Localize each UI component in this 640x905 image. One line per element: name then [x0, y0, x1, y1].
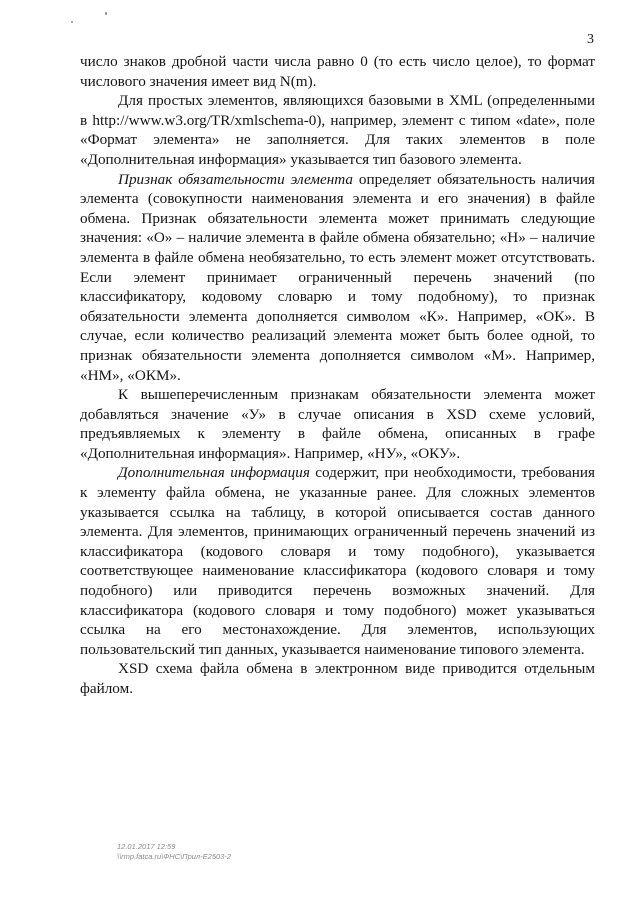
paragraph: число знаков дробной части числа равно 0 (то есть число целое), то формат числового значения имеет вид N(m).: [80, 53, 595, 90]
paragraph: [80, 463, 595, 659]
print-footer: [117, 842, 231, 862]
document-body: [80, 52, 595, 699]
scan-speck: [105, 12, 107, 15]
page-number: 3: [587, 32, 594, 47]
paragraph: Для простых элементов, являющихся базовыми в XML (определенными в http://www.w3.org/TR/xmlschema-0), например, элемент с типом «date», поле «Формат элемента» не заполняется. Для таких элементов в поле «Дополнительная информация» указывается тип базового элемента.: [80, 92, 595, 168]
print-timestamp: 12.01.2017 12:59: [117, 842, 176, 851]
paragraph: [80, 170, 595, 386]
print-file-path: \\rmp.fatca.ru\ФНС\Прил-Е2503-2: [117, 852, 232, 861]
paragraph: XSD схема файла обмена в электронном виде приводится отдельным файлом.: [80, 660, 595, 697]
paragraph-text: определяет обязательность наличия элемента (совокупности наименования элемента и его значения) в файле обмена. Признак обязательности элемента может принимать следующие значения: «О» – наличие элемента в файле обмена обязательно; «Н» – наличие элемента в файле обмена необязательно, то есть элемент может отсутствовать. Если элемент принимает ограниченный перечень значений (по классификатору, кодовому словарю и тому подобному), то признак обязательности элемента дополняется символом «К». Например, «ОК». В случае, если количество реализаций элемента может быть более одной, то признак обязательности элемента дополняется символом «М». Например, «НМ», «ОКМ».: [80, 170, 595, 384]
paragraph-text: содержит, при необходимости, требования к элементу файла обмена, не указанные ранее. Для сложных элементов указывается ссылка на таблицу, в которой описывается состав данного элемента. Для элементов, принимающих ограниченный перечень значений из классификатора (кодового словаря и тому подобного), указывается соответствующее наименование классификатора (кодового словаря и тому подобного) или приводится перечень возможных значений. Для классификатора (кодового словаря и тому подобного) может указываться ссылка на его местонахождение. Для элементов, использующих пользовательский тип данных, указывается наименование типового элемента.: [80, 464, 595, 658]
paragraph: К вышеперечисленным признакам обязательности элемента может добавляться значение «У» в случае описания в XSD схеме условий, предъявляемых к элементу в файле обмена, описанных в графе «Дополнительная информация». Например, «НУ», «ОКУ».: [80, 386, 595, 462]
term-required-flag: Признак обязательности элемента: [118, 170, 354, 188]
scan-speck: [71, 21, 73, 23]
term-additional-info: Дополнительная информация: [118, 464, 310, 482]
